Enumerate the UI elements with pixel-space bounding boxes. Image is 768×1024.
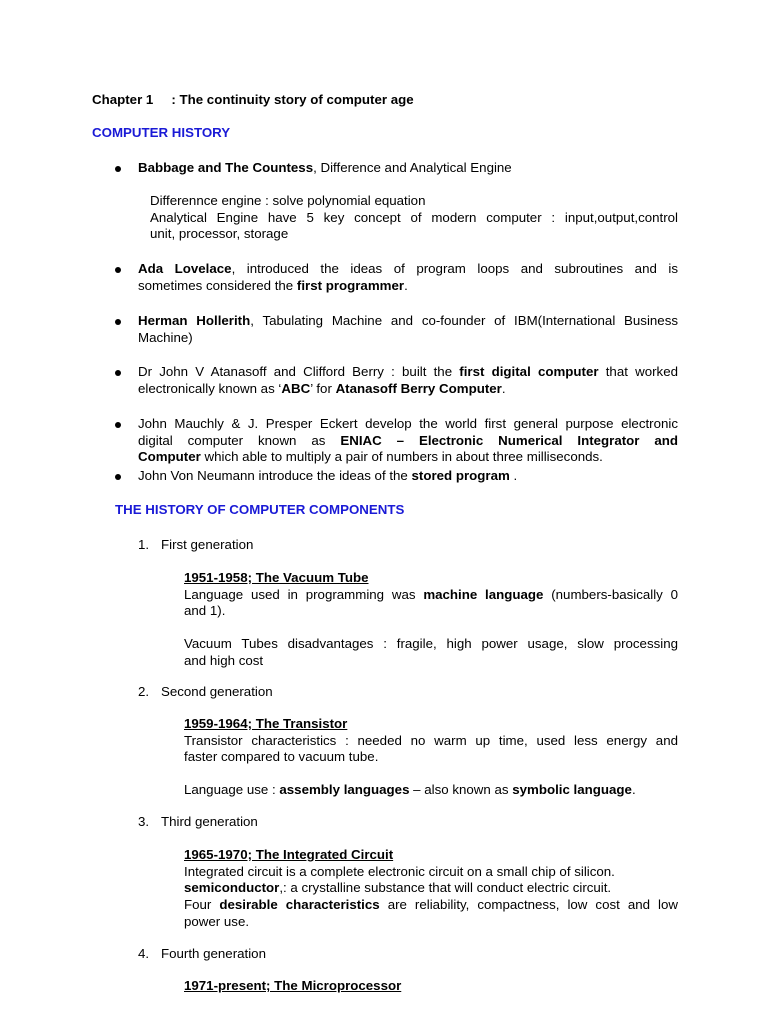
gen1-disadvantages-line1: Vacuum Tubes disadvantages : fragile, high power usage, slow processing [184,636,678,652]
neumann-stored-program: stored program [411,468,510,483]
babbage-rest: , Difference and Analytical Engine [313,160,512,175]
gen2-symbolic-language: symbolic language [512,782,632,798]
lovelace-line2-pre: sometimes considered the [138,277,297,293]
list-item-babbage [138,160,678,177]
gen3-details [184,847,678,931]
gen3-semiconductor-rest: ,: a crystalline substance that will conduct electric circuit. [279,880,612,896]
lovelace-name: Ada Lovelace [138,261,232,276]
gen3-four-line2: power use. [184,913,250,929]
gen1-title: 1951-1958; The Vacuum Tube [184,570,369,585]
gen1-label: First generation [161,537,254,552]
bullet-icon [115,166,121,172]
gen1-disadvantages-line2: and high cost [184,652,264,668]
list-item-eniac [138,416,678,466]
gen2-number: 2. [138,684,150,699]
gen3-title: 1965-1970; The Integrated Circuit [184,847,394,862]
bullet-icon [115,422,121,428]
eniac-name: ENIAC – Electronic Numerical Integrator and [340,432,678,448]
atanasoff-line1-post: that worked [598,364,678,379]
chapter-heading [92,92,414,109]
gen3-label: Third generation [161,814,258,829]
atanasoff-line2-post: . [501,380,506,396]
list-item-lovelace [138,261,678,294]
gen2-lang-pre: Language use : [184,782,280,798]
hollerith-line1: , Tabulating Machine and co-founder of IBM(International Business [250,313,678,328]
atanasoff-berry-computer: Atanasoff Berry Computer [335,380,502,396]
gen1-machine-language: machine language [423,586,544,602]
gen3-semiconductor: semiconductor [184,880,280,896]
chapter-title: : The continuity story of computer age [171,92,414,107]
list-item-neumann [138,468,678,485]
eniac-line2-pre: digital computer known as [138,432,341,448]
atanasoff-line1-pre: Dr John V Atanasoff and Clifford Berry : built the [138,364,460,379]
neumann-post: . [509,468,518,483]
gen2-title: 1959-1964; The Transistor [184,716,348,731]
lovelace-line2-post: . [404,277,408,293]
analytical-engine-line1: Analytical Engine have 5 key concept of modern computer : input,output,control [150,209,678,225]
chapter-label: Chapter 1 [92,92,154,107]
neumann-pre: John Von Neumann introduce the ideas of the [138,468,412,483]
gen1-lang-post: (numbers-basically 0 [543,586,679,602]
gen2-label: Second generation [161,684,273,699]
eniac-line3: which able to multiply a pair of numbers in about three milliseconds. [200,449,603,465]
analytical-engine-line2: unit, processor, storage [150,226,289,242]
list-item-atanasoff [138,364,678,397]
atanasoff-abc: ABC [281,380,311,396]
atanasoff-line2-pre: electronically known as ‘ [138,380,282,396]
gen4-details [184,978,678,995]
gen2-characteristics-line2: faster compared to vacuum tube. [184,749,379,765]
gen2-details [184,716,678,799]
gen2-lang-mid: – also known as [409,782,513,798]
lovelace-first-programmer: first programmer [296,277,405,293]
gen1-details [184,570,678,670]
atanasoff-first-digital-computer: first digital computer [459,364,599,379]
gen3-desirable-characteristics: desirable characteristics [219,897,380,913]
gen2-characteristics-line1: Transistor characteristics : needed no warm up time, used less energy and [184,732,678,748]
gen1-lang-line2: and 1). [184,603,226,619]
section-heading-components: THE HISTORY OF COMPUTER COMPONENTS [115,502,405,517]
gen3-number: 3. [138,814,150,829]
hollerith-name: Herman Hollerith [138,313,251,328]
difference-engine-line: Differennce engine : solve polynomial equation [150,193,426,208]
list-item-hollerith [138,313,678,346]
gen3-four-pre: Four [184,897,220,913]
bullet-icon [115,370,121,376]
gen2-lang-post: . [631,782,636,798]
eniac-computer: Computer [138,449,201,465]
gen2-assembly-languages: assembly languages [279,782,410,798]
gen4-title: 1971-present; The Microprocessor [184,978,402,993]
babbage-name: Babbage and The Countess [138,160,314,175]
bullet-icon [115,319,121,325]
gen3-four-post: are reliability, compactness, low cost and low [379,897,678,913]
lovelace-line1: , introduced the ideas of program loops and subroutines and is [231,261,678,276]
gen1-lang-pre: Language used in programming was [184,586,424,602]
hollerith-line2: Machine) [138,329,193,345]
eniac-line1: John Mauchly & J. Presper Eckert develop the world first general purpose electronic [138,416,678,431]
babbage-details [150,193,678,243]
atanasoff-line2-mid: ’ for [310,380,336,396]
section-heading-computer-history: COMPUTER HISTORY [92,125,231,140]
gen4-label: Fourth generation [161,946,266,961]
bullet-icon [115,474,121,480]
bullet-icon [115,267,121,273]
gen3-ic-line: Integrated circuit is a complete electronic circuit on a small chip of silicon. [184,863,615,879]
gen4-number: 4. [138,946,150,961]
gen1-number: 1. [138,537,150,552]
